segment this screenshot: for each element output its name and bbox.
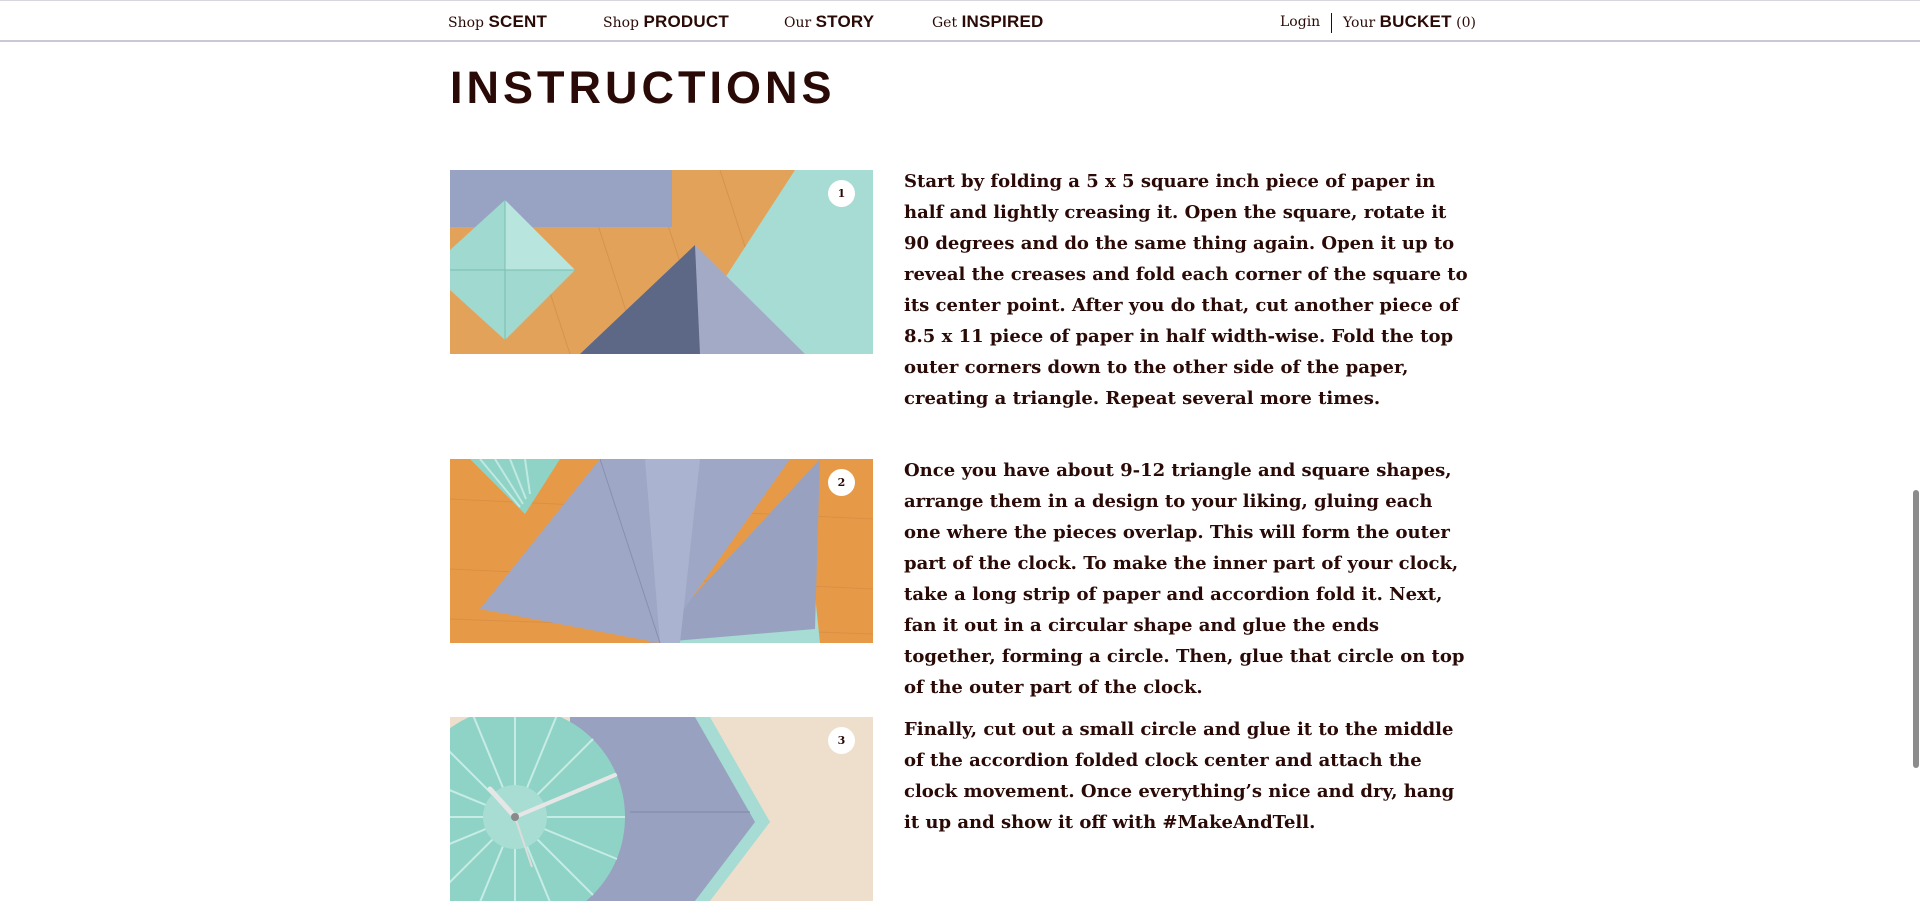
- nav-our-story-prefix: Our: [784, 15, 812, 31]
- nav-our-story-label: STORY: [815, 12, 875, 31]
- top-navigation-bar: [0, 0, 1920, 42]
- nav-our-story[interactable]: [784, 12, 874, 32]
- bucket-link[interactable]: [1343, 12, 1476, 32]
- bucket-prefix: Your: [1343, 15, 1376, 31]
- page-scrollbar[interactable]: [1912, 42, 1920, 919]
- gray-paper-sheet: [450, 170, 672, 227]
- login-label: Login: [1280, 14, 1321, 30]
- nav-get-inspired-prefix: Get: [932, 15, 958, 31]
- step-3-illustration: [450, 717, 873, 901]
- step-1-text: Start by folding a 5 x 5 square inch piece of paper in half and lightly creasing it. Open the square, rotate it 90 degrees and do the same thing again. Open it up to reveal the creases and fold each corner of the square to its center point. After you do that, cut another piece of 8.5 x 11 piece of paper in half width-wise. Fold the top outer corners down to the other side of the paper, creating a triangle. Repeat several more times.: [904, 171, 1468, 409]
- scrollbar-thumb[interactable]: [1913, 490, 1919, 768]
- step-2-text: Once you have about 9-12 triangle and square shapes, arrange them in a design to your liking, gluing each one where the pieces overlap. This will form the outer part of the clock. To make the inner part of your clock, take a long strip of paper and accordion fold it. Next, fan it out in a circular shape and glue the ends together, forming a circle. Then, glue that circle on top of the outer part of the clock.: [904, 460, 1465, 698]
- step-3-number-badge: 3: [828, 727, 855, 754]
- nav-get-inspired[interactable]: [932, 12, 1043, 32]
- step-2-illustration: [450, 459, 873, 643]
- login-link[interactable]: [1280, 14, 1320, 30]
- page-title: INSTRUCTIONS: [450, 62, 836, 113]
- nav-shop-product-prefix: Shop: [603, 15, 639, 31]
- bucket-label: BUCKET: [1379, 12, 1452, 31]
- step-1-image: [450, 170, 873, 354]
- nav-shop-product[interactable]: [603, 12, 729, 32]
- bucket-count: (0): [1456, 15, 1476, 31]
- nav-shop-scent-label: SCENT: [488, 12, 548, 31]
- step-2-image: [450, 459, 873, 643]
- step-1-illustration: [450, 170, 873, 354]
- nav-shop-scent-prefix: Shop: [448, 15, 484, 31]
- nav-divider: [1331, 13, 1332, 33]
- step-2-number-badge: 2: [828, 469, 855, 496]
- nav-shop-scent[interactable]: [448, 12, 547, 32]
- step-3-image: [450, 717, 873, 901]
- step-1-number-badge: 1: [828, 180, 855, 207]
- nav-shop-product-label: PRODUCT: [643, 12, 729, 31]
- nav-get-inspired-label: INSPIRED: [961, 12, 1044, 31]
- step-3-text: Finally, cut out a small circle and glue it to the middle of the accordion folded clock center and attach the clock movement. Once everything’s nice and dry, hang it up and show it off with #MakeAndTell.: [904, 719, 1455, 833]
